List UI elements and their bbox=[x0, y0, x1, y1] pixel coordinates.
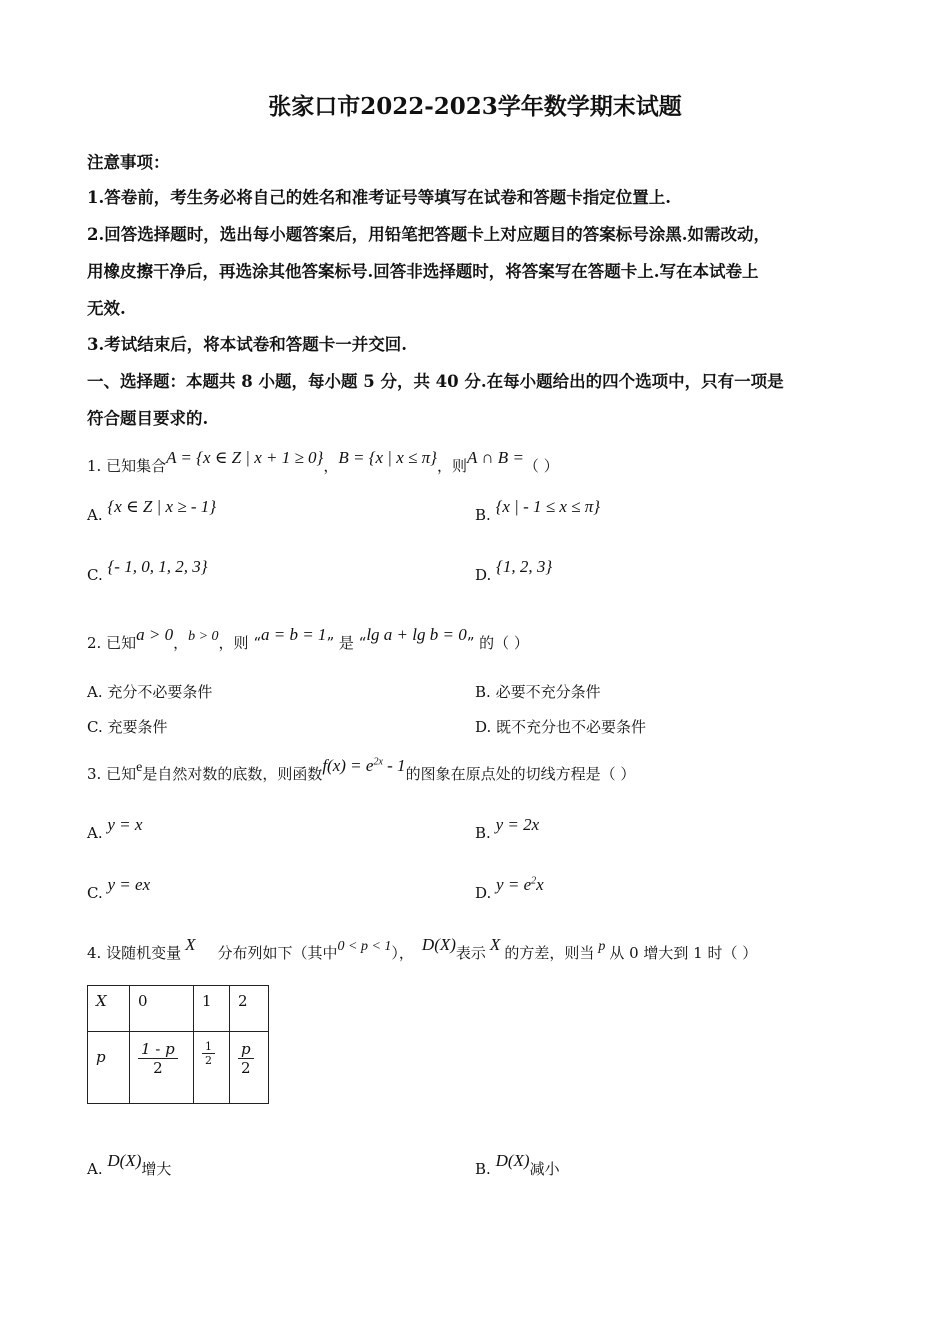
q4-condition: 0 < p < 1 bbox=[337, 939, 392, 954]
q4-prefix: 4. 设随机变量 bbox=[87, 944, 182, 962]
q3-option-c[interactable] bbox=[87, 875, 151, 903]
option-label: C. bbox=[87, 566, 103, 584]
q3-func-base: f(x) = e bbox=[322, 756, 374, 775]
q2-option-a[interactable] bbox=[87, 681, 212, 702]
option-text: {x | - 1 ≤ x ≤ π} bbox=[495, 497, 601, 516]
q1-paren: （ ） bbox=[523, 457, 559, 475]
q2-comma: ， bbox=[173, 634, 189, 652]
option-text: 既不充分也不必要条件 bbox=[496, 718, 647, 736]
table-row bbox=[88, 1032, 269, 1104]
option-label: A. bbox=[87, 1160, 103, 1178]
notice-item-2-cont: 用橡皮擦干净后，再选涂其他答案标号.回答非选择题时，将答案写在答题卡上.写在本试卷上 bbox=[87, 262, 759, 281]
option-expr: D(X) bbox=[495, 1151, 530, 1170]
option-text: 增大 bbox=[141, 1160, 172, 1178]
q1-set-a: A = {x ∈ Z | x + 1 ≥ 0} bbox=[166, 448, 324, 467]
option-label: B. bbox=[475, 1160, 491, 1178]
question-1 bbox=[87, 448, 559, 476]
table-header-cell: 2 bbox=[230, 986, 269, 1032]
table-header-row bbox=[88, 986, 269, 1032]
q1-option-c[interactable] bbox=[87, 557, 208, 585]
option-text-sup: 2 bbox=[531, 875, 537, 887]
q2-statement-2: lg a + lg b = 0 bbox=[366, 625, 467, 644]
option-label: D. bbox=[475, 718, 492, 736]
option-text: 充要条件 bbox=[107, 718, 168, 736]
q3-option-a[interactable] bbox=[87, 815, 143, 843]
option-label: B. bbox=[475, 824, 491, 842]
option-label: D. bbox=[475, 884, 492, 902]
fraction-numerator: 1 - p bbox=[138, 1040, 178, 1059]
option-expr: D(X) bbox=[107, 1151, 142, 1170]
option-text: 必要不充分条件 bbox=[495, 683, 601, 701]
q3-suffix: 的图象在原点处的切线方程是（ ） bbox=[405, 765, 636, 783]
notice-item-3: 3.考试结束后，将本试卷和答题卡一并交回. bbox=[87, 335, 407, 354]
option-label: A. bbox=[87, 683, 103, 701]
table-cell bbox=[194, 1032, 230, 1104]
q4-suffix2: 从 0 增大到 1 时（ ） bbox=[609, 944, 758, 962]
option-label: A. bbox=[87, 506, 103, 524]
q2-mid: ，则 “ bbox=[218, 634, 261, 652]
option-label: A. bbox=[87, 824, 103, 842]
q4-variance: D(X) bbox=[421, 935, 456, 954]
q3-function bbox=[322, 756, 405, 775]
q1-mid: ，则 bbox=[436, 457, 467, 475]
table-cell bbox=[230, 1032, 269, 1104]
q2-statement-1: a = b = 1 bbox=[260, 625, 327, 644]
q3-e: e bbox=[136, 760, 143, 775]
distribution-table bbox=[87, 985, 269, 1104]
fraction-numerator: 1 bbox=[202, 1040, 215, 1054]
option-text: y = x bbox=[107, 815, 143, 834]
table-row-label: p bbox=[88, 1032, 130, 1104]
q1-expr: A ∩ B = bbox=[466, 448, 524, 467]
fraction bbox=[138, 1040, 178, 1077]
q3-mid: 是自然对数的底数，则函数 bbox=[142, 765, 323, 783]
question-2 bbox=[87, 625, 529, 653]
q4-mid2: ）， bbox=[391, 944, 414, 962]
q1-option-a[interactable] bbox=[87, 497, 217, 525]
q2-option-c[interactable] bbox=[87, 716, 168, 737]
q4-variable-2: X bbox=[489, 935, 501, 954]
option-text bbox=[496, 875, 544, 894]
option-text-post: x bbox=[536, 875, 544, 894]
section-heading-cont: 符合题目要求的. bbox=[87, 409, 209, 428]
q2-suffix: ” 的（ ） bbox=[466, 634, 529, 652]
option-label: D. bbox=[475, 566, 492, 584]
q2-cond-b: b > 0 bbox=[188, 629, 219, 644]
option-label: C. bbox=[87, 884, 103, 902]
q4-option-a[interactable] bbox=[87, 1151, 172, 1179]
option-text: 减小 bbox=[529, 1160, 560, 1178]
option-text: y = 2x bbox=[495, 815, 540, 834]
q3-prefix: 3. 已知 bbox=[87, 765, 137, 783]
notice-item-1: 1.答卷前，考生务必将自己的姓名和准考证号等填写在试卷和答题卡指定位置上. bbox=[87, 188, 671, 207]
q2-option-b[interactable] bbox=[475, 681, 601, 702]
option-label: B. bbox=[475, 683, 491, 701]
q3-option-b[interactable] bbox=[475, 815, 540, 843]
q3-func-exp: 2x bbox=[373, 756, 383, 768]
option-text: 充分不必要条件 bbox=[107, 683, 213, 701]
q2-option-d[interactable] bbox=[475, 716, 646, 737]
q2-prefix: 2. 已知 bbox=[87, 634, 137, 652]
option-text: {1, 2, 3} bbox=[496, 557, 553, 576]
fraction-numerator: p bbox=[238, 1040, 254, 1059]
q4-p: p bbox=[598, 939, 606, 954]
q4-variable: X bbox=[185, 935, 196, 954]
section-heading: 一、选择题：本题共 8 小题，每小题 5 分，共 40 分.在每小题给出的四个选项中，只有一项是 bbox=[87, 372, 784, 391]
fraction-denominator: 2 bbox=[241, 1059, 251, 1077]
table-header-cell: 1 bbox=[194, 986, 230, 1032]
fraction bbox=[238, 1040, 254, 1077]
q1-option-b[interactable] bbox=[475, 497, 601, 525]
q4-suffix: 的方差，则当 bbox=[504, 944, 595, 962]
q3-option-d[interactable] bbox=[475, 875, 544, 903]
table-header-cell: X bbox=[88, 986, 130, 1032]
notice-heading: 注意事项： bbox=[87, 153, 170, 172]
q4-mid: 分布列如下（其中 bbox=[217, 944, 338, 962]
q2-cond-a: a > 0 bbox=[136, 625, 174, 644]
q1-sep: ， bbox=[323, 457, 339, 475]
option-text: {- 1, 0, 1, 2, 3} bbox=[107, 557, 208, 576]
q1-prefix: 1. 已知集合 bbox=[87, 457, 167, 475]
q1-option-d[interactable] bbox=[475, 557, 553, 585]
notice-item-2-end: 无效. bbox=[87, 299, 126, 318]
option-label: C. bbox=[87, 718, 103, 736]
option-label: B. bbox=[475, 506, 491, 524]
fraction-denominator: 2 bbox=[153, 1059, 163, 1077]
fraction-denominator: 2 bbox=[205, 1054, 212, 1068]
table-cell bbox=[130, 1032, 194, 1104]
option-text: {x ∈ Z | x ≥ - 1} bbox=[107, 497, 217, 516]
option-text: y = ex bbox=[107, 875, 151, 894]
q4-mid3: 表示 bbox=[455, 944, 486, 962]
table-header-cell: 0 bbox=[130, 986, 194, 1032]
page-title: 张家口市2022-2023学年数学期末试题 bbox=[268, 93, 682, 120]
notice-item-2: 2.回答选择题时，选出每小题答案后，用铅笔把答题卡上对应题目的答案标号涂黑.如需改动， bbox=[87, 225, 770, 244]
q3-func-minus: - 1 bbox=[382, 756, 406, 775]
fraction bbox=[202, 1040, 215, 1067]
q4-option-b[interactable] bbox=[475, 1151, 560, 1179]
q2-mid2: ” 是 “ bbox=[326, 634, 367, 652]
q1-set-b: B = {x | x ≤ π} bbox=[338, 448, 437, 467]
option-text-pre: y = e bbox=[496, 875, 532, 894]
question-3 bbox=[87, 756, 636, 784]
question-4 bbox=[87, 935, 758, 963]
